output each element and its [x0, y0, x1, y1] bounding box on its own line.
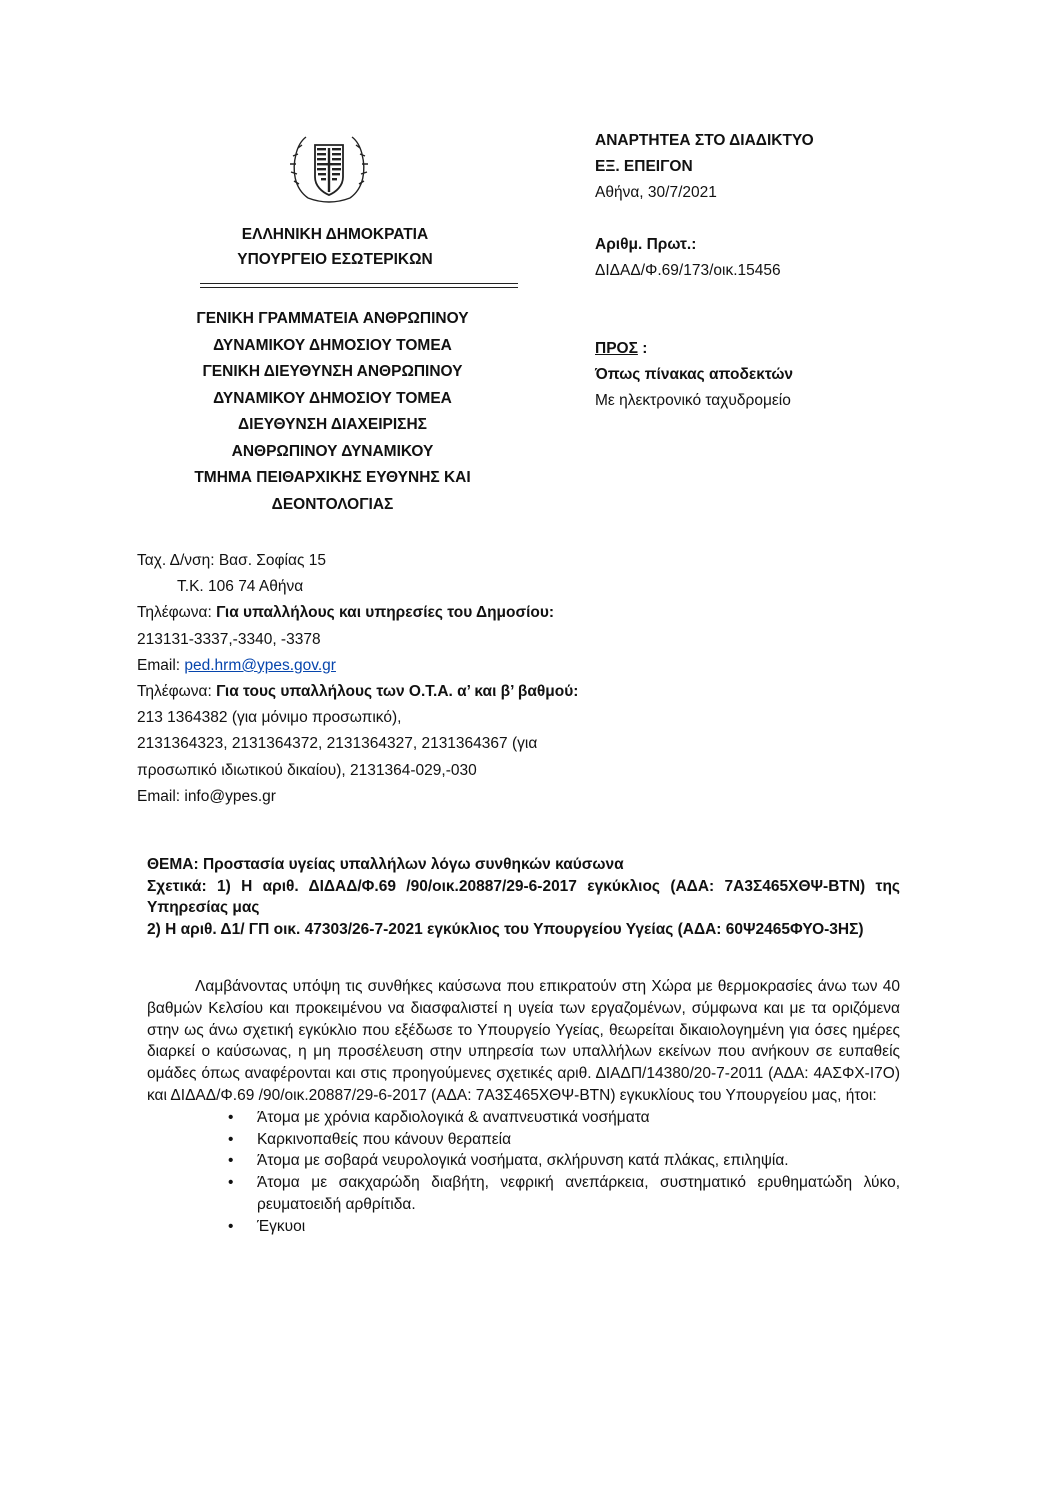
division-line: ΤΜΗΜΑ ΠΕΙΘΑΡΧΙΚΗΣ ΕΥΘΥΝΗΣ ΚΑΙ — [194, 469, 471, 486]
phones-heading-1 — [137, 600, 697, 626]
list-item — [147, 1172, 900, 1216]
issuer-ministry: ΥΠΟΥΡΓΕΙΟ ΕΣΩΤΕΡΙΚΩΝ — [237, 251, 433, 268]
body-block — [147, 976, 900, 1238]
list-item — [147, 1107, 900, 1129]
document-info — [595, 128, 915, 414]
email-line-2: Email: info@ypes.gr — [137, 787, 276, 805]
division-block — [165, 306, 500, 518]
recipients: Όπως πίνακας αποδεκτών — [595, 366, 794, 383]
body-paragraph: Λαμβάνοντας υπόψη τις συνθήκες καύσωνα που επικρατούν στη Χώρα με θερμοκρασίες άνω των 40 βαθμών Κελσίου και προκειμένου να διασφαλιστεί η υγεία των εργαζομένων, σύμφωνα και με τα οριζόμενα στην ως άνω σχετική εγκύκλιο που εξέδωσε το Υπουργείο Υγείας, θεωρείται δικαιολογημένη για όσες ημέρες διαρκεί ο καύσωνας, η μη προσέλευση στην υπηρεσία των υπαλλήλων εκείνων που ανήκουν σε ευπαθείς ομάδες όπως αναφέρονται και στις προηγούμενες σχετικές αριθ. ΔΙΑΔΠ/14380/20-7-2011 (ΑΔΑ: 4ΑΣΦΧ-Ι7Ο) και ΔΙΔΑΔ/Φ.69 /90/οικ.20887/29-6-2017 (ΑΔΑ: 7Α3Σ465ΧΘΨ-ΒΤΝ) εγκυκλίους του Υπουργείου μας, ήτοι: — [147, 978, 900, 1104]
division-line: ΔΕΟΝΤΟΛΟΓΙΑΣ — [271, 495, 394, 513]
postal-code: Τ.Κ. 106 74 Αθήνα — [177, 578, 304, 596]
header-double-rule — [200, 283, 518, 288]
urgent-notice: ΕΞ. ΕΠΕΙΓΟΝ — [595, 158, 693, 175]
phones-numbers-2b: 2131364323, 2131364372, 2131364327, 2131364367 (για — [137, 735, 538, 753]
coat-of-arms-emblem — [288, 132, 370, 204]
list-item-text: Άτομα με σοβαρά νευρολογικά νοσήματα, σκλήρυνση κατά πλάκας, επιληψία. — [257, 1152, 789, 1170]
phones-numbers-2a: 213 1364382 (για μόνιμο προσωπικό), — [137, 709, 402, 727]
delivery-method: Με ηλεκτρονικό ταχυδρομείο — [595, 392, 791, 409]
subject-block — [147, 854, 900, 940]
phones-label: Τηλέφωνα: — [137, 683, 217, 701]
phones-numbers-1: 213131-3337,-3340, -3378 — [137, 630, 321, 648]
issuer-republic: ΕΛΛΗΝΙΚΗ ΔΗΜΟΚΡΑΤΙΑ — [241, 226, 429, 243]
subject-related-2: 2) Η αριθ. Δ1/ ΓΠ οικ. 47303/26-7-2021 εγκύκλιος του Υπουργείου Υγείας (ΑΔΑ: 60Ψ2465ΦΥΟ-3ΗΣ) — [147, 920, 864, 938]
address: Ταχ. Δ/νση: Βασ. Σοφίας 15 — [137, 552, 326, 569]
phones-group: Για υπαλλήλους και υπηρεσίες του Δημοσίου: — [216, 604, 555, 622]
email-link[interactable]: ped.hrm@ypes.gov.gr — [184, 656, 336, 674]
to-heading — [595, 336, 915, 362]
phones-heading-2 — [137, 679, 697, 705]
division-line: ΑΝΘΡΩΠΙΝΟΥ ΔΥΝΑΜΙΚΟΥ — [231, 442, 434, 460]
phones-label: Τηλέφωνα: — [137, 604, 217, 622]
bullet-icon: • — [228, 1152, 234, 1170]
to-colon: : — [637, 340, 648, 357]
division-line: ΓΕΝΙΚΗ ΓΡΑΜΜΑΤΕΙΑ ΑΝΘΡΩΠΙΝΟΥ — [196, 310, 469, 327]
division-line: ΔΥΝΑΜΙΚΟΥ ΔΗΜΟΣΙΟΥ ΤΟΜΕΑ — [213, 336, 452, 354]
subject-theme: ΘΕΜΑ: Προστασία υγείας υπαλλήλων λόγω συνθηκών καύσωνα — [147, 856, 624, 873]
phones-group: Για τους υπαλλήλους των Ο.Τ.Α. α’ και β’ βαθμού: — [216, 683, 579, 701]
division-line: ΔΥΝΑΜΙΚΟΥ ΔΗΜΟΣΙΟΥ ΤΟΜΕΑ — [213, 389, 452, 407]
list-item — [147, 1129, 900, 1151]
to-label: ΠΡΟΣ — [595, 340, 638, 357]
bullet-icon: • — [228, 1217, 234, 1235]
issuer-header — [150, 222, 520, 272]
list-item-text: Καρκινοπαθείς που κάνουν θεραπεία — [257, 1130, 512, 1148]
protocol-label: Αριθμ. Πρωτ.: — [595, 236, 697, 253]
list-item-text: Έγκυοι — [257, 1217, 306, 1235]
post-online-notice: ΑΝΑΡΤΗΤΕΑ ΣΤΟ ΔΙΑΔΙΚΤΥΟ — [595, 132, 814, 149]
bullet-icon: • — [228, 1108, 234, 1126]
division-line: ΓΕΝΙΚΗ ΔΙΕΥΘΥΝΣΗ ΑΝΘΡΩΠΙΝΟΥ — [202, 363, 463, 380]
division-line: ΔΙΕΥΘΥΝΣΗ ΔΙΑΧΕΙΡΙΣΗΣ — [238, 416, 427, 433]
email-line-1 — [137, 653, 697, 679]
subject-related-1: Σχετικά: 1) Η αριθ. ΔΙΔΑΔ/Φ.69 /90/οικ.20887/29-6-2017 εγκύκλιος (ΑΔΑ: 7Α3Σ465ΧΘΨ-ΒΤΝ) της Υπηρεσίας μας — [147, 877, 900, 916]
email-label: Email: — [137, 656, 185, 674]
bullet-icon: • — [228, 1174, 234, 1192]
vulnerable-groups-list — [147, 1107, 900, 1238]
bullet-icon: • — [228, 1130, 234, 1148]
phones-numbers-2c: προσωπικό ιδιωτικού δικαίου), 2131364-029,-030 — [137, 761, 477, 779]
list-item-text: Άτομα με χρόνια καρδιολογικά & αναπνευστικά νοσήματα — [257, 1108, 650, 1126]
list-item — [147, 1216, 900, 1238]
list-item — [147, 1150, 900, 1172]
list-item-text: Άτομα με σακχαρώδη διαβήτη, νεφρική ανεπάρκεια, συστηματικό ερυθηματώδη λύκο, ρευματοειδή αρθρίτιδα. — [257, 1174, 900, 1213]
document-date: Αθήνα, 30/7/2021 — [595, 184, 717, 201]
protocol-number: ΔΙΔΑΔ/Φ.69/173/οικ.15456 — [595, 262, 781, 279]
contact-info — [137, 548, 697, 810]
